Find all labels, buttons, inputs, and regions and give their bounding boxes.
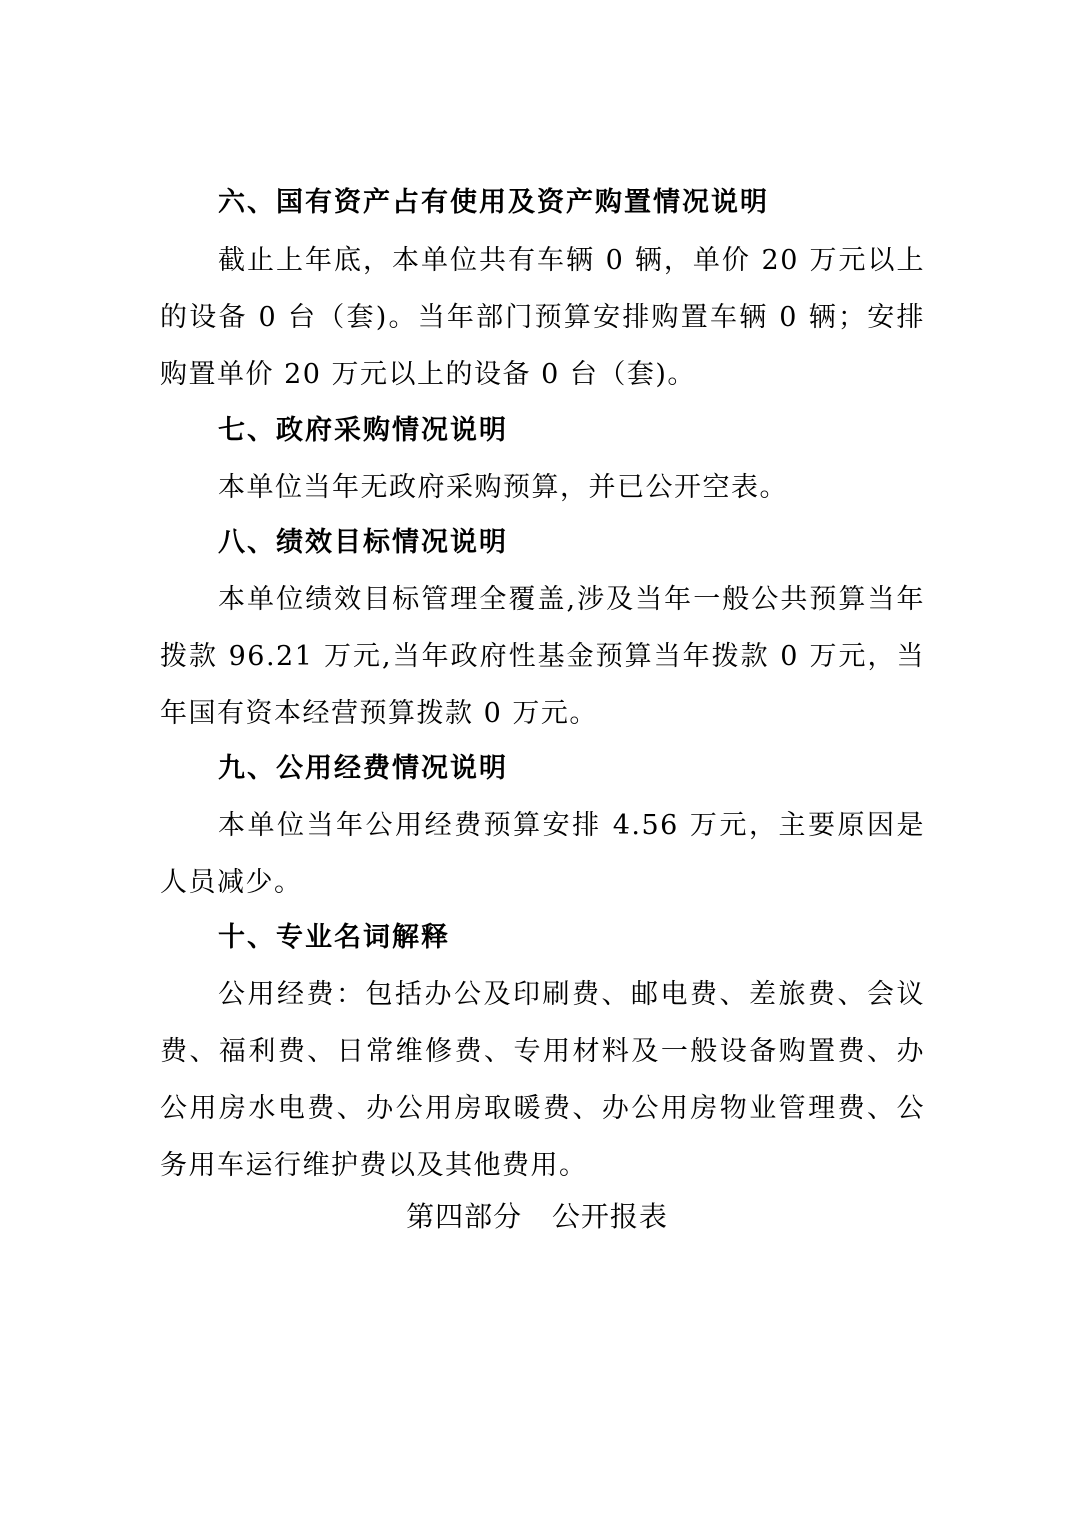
section-body-procurement: 本单位当年无政府采购预算，并已公开空表。: [218, 472, 788, 503]
section-heading-glossary: 十、专业名词解释: [218, 922, 450, 953]
section-body-assets: 截止上年底，本单位共有车辆 0 辆，单价 20 万元以上的设备 0 台（套)。当年部门预算安排购置车辆 0 辆；安排购置单价 20 万元以上的设备 0 台（套)。: [160, 245, 925, 390]
section-body-public-funds: 本单位当年公用经费预算安排 4.56 万元，主要原因是人员减少。: [160, 810, 925, 898]
section-heading-assets: 六、国有资产占有使用及资产购置情况说明: [218, 187, 769, 218]
section-heading-performance: 八、绩效目标情况说明: [218, 527, 508, 558]
part-title: 第四部分 公开报表: [406, 1200, 668, 1233]
section-body-glossary: 公用经费：包括办公及印刷费、邮电费、差旅费、会议费、福利费、日常维修费、专用材料及一般设备购置费、办公用房水电费、办公用房取暖费、办公用房物业管理费、公务用车运行维护费以及其他费用。: [160, 979, 925, 1181]
section-body-performance: 本单位绩效目标管理全覆盖,涉及当年一般公共预算当年拨款 96.21 万元,当年政府性基金预算当年拨款 0 万元，当年国有资本经营预算拨款 0 万元。: [160, 584, 925, 729]
section-heading-public-funds: 九、公用经费情况说明: [218, 753, 508, 784]
section-heading-procurement: 七、政府采购情况说明: [218, 415, 508, 446]
